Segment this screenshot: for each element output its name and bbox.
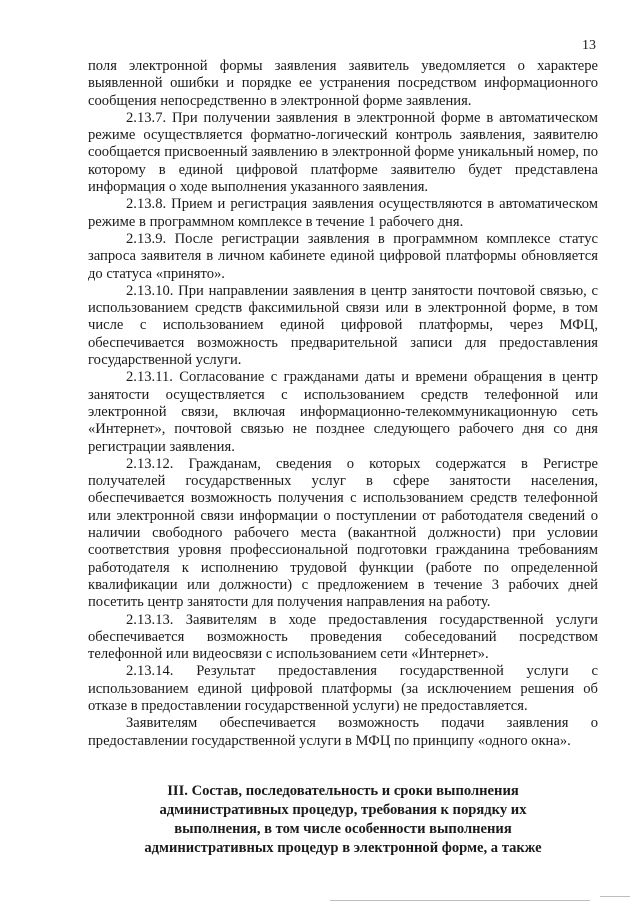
paragraph-2-13-10: 2.13.10. При направлении заявления в центр занятости почтовой связью, с использованием средств факсимильной связи или в электронной форме, в том числе с использованием единой цифровой платформы, через МФЦ, обеспечивается возможность предварительной записи для предоставления государственной услуги.: [88, 282, 598, 369]
document-body: [88, 58, 598, 858]
scan-artifact-line: [600, 896, 630, 897]
paragraph-2-13-14: 2.13.14. Результат предоставления государственной услуги с использованием единой цифровой платформы (за исключением решения об отказе в предоставлении государственной услуги) не предоставляется.: [88, 663, 598, 714]
paragraph-2-13-12: 2.13.12. Гражданам, сведения о которых содержатся в Регистре получателей государственных услуг в сфере занятости населения, обеспечивается возможность получения с использованием средств телефонной или электронной связи информации о поступлении от работодателя сведений о наличии свободного рабочего места (вакантной должности) при условии соответствия уровня профессиональной подготовки гражданина требованиям работодателя к исполнению трудовой функции (работе по определенной квалификации или должности) с предложением в течение 3 рабочих дней посетить центр занятости для получения направления на работу.: [88, 455, 598, 611]
paragraph-2-13-9: 2.13.9. После регистрации заявления в программном комплексе статус запроса заявителя в личном кабинете единой цифровой платформы обновляется до статуса «принято».: [88, 230, 598, 282]
paragraph-2-13-8: 2.13.8. Прием и регистрация заявления осуществляются в автоматическом режиме в программном комплексе в течение 1 рабочего дня.: [88, 196, 598, 230]
paragraph-2-13-11: 2.13.11. Согласование с гражданами даты и времени обращения в центр занятости осуществляется с использованием средств телефонной или электронной связи, включая информационно-телекоммуникационную сеть «Интернет», почтовой связью не позднее следующего рабочего дня со дня регистрации заявления.: [88, 369, 598, 455]
scan-artifact-line: [330, 900, 590, 901]
paragraph: поля электронной формы заявления заявитель уведомляется о характере выявленной ошибки и порядке ее устранения посредством информационного сообщения непосредственно в электронной форме заявления.: [88, 58, 598, 109]
paragraph-one-window: Заявителям обеспечивается возможность подачи заявления о предоставлении государственной услуги в МФЦ по принципу «одного окна».: [88, 715, 598, 749]
paragraph-2-13-13: 2.13.13. Заявителям в ходе предоставления государственной услуги обеспечивается возможность проведения собеседований посредством телефонной или видеосвязи с использованием сети «Интернет».: [88, 611, 598, 663]
section-title: III. Состав, последовательность и сроки выполнения административных процедур, требования к порядку их выполнения, в том числе особенности выполнения административных процедур в электронной форме, а также: [144, 782, 542, 856]
page-number: 13: [582, 38, 596, 53]
paragraph-2-13-7: 2.13.7. При получении заявления в электронной форме в автоматическом режиме осуществляется форматно-логический контроль заявления, заявителю сообщается присвоенный заявлению в электронной форме уникальный номер, по которому в единой цифровой платформе заявителю будет представлена информация о ходе выполнения указанного заявления.: [88, 109, 598, 196]
